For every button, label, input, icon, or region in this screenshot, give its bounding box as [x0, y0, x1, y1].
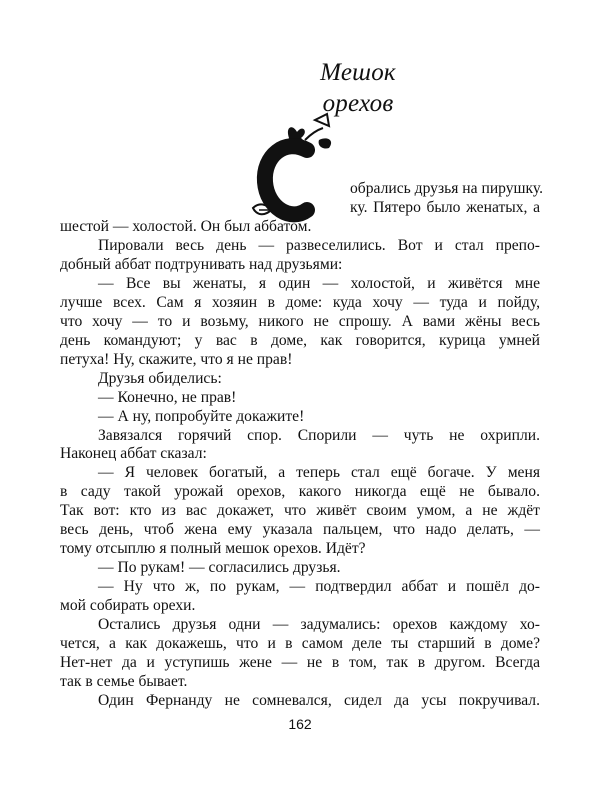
dropcap-leaf-top	[315, 114, 329, 126]
dropcap-illustration	[245, 110, 355, 225]
text-line-13: — А ну, попробуйте докажите!	[98, 408, 305, 425]
dropcap-leaf-right	[319, 138, 331, 148]
title-line-1: Мешок	[320, 59, 396, 86]
text-line-21: — По рукам! — согласились друзья.	[98, 559, 341, 576]
text-line-23: мой собирать орехи.	[60, 597, 196, 614]
text-line-22: — Ну что ж, по рукам, — подтвердил аббат и пошёл до-	[98, 578, 540, 595]
title-line-2: орехов	[322, 90, 394, 117]
text-line-18: Так вот: кто из вас докажет, что живёт своим умом, а не ждёт	[60, 502, 540, 519]
text-line-14: Завязался горячий спор. Спорили — чуть не охрипли.	[98, 427, 540, 444]
text-line-17: в саду такой урожай орехов, какого никогда ещё не бывало.	[60, 483, 540, 500]
page-number: 162	[288, 716, 312, 732]
text-line-27: так в семье бывает.	[60, 673, 188, 690]
dropcap-letter-shape	[265, 146, 307, 214]
text-line-24: Остались друзья одни — задумались: орехов каждому хо-	[98, 616, 540, 633]
text-line-1: обрались друзья на пирушку.	[350, 180, 544, 197]
text-line-4: Пировали весь день — развеселились. Вот и стал препо-	[98, 237, 540, 254]
text-line-3: шестой — холостой. Он был аббатом.	[60, 218, 312, 235]
text-line-25: чется, а как докажешь, что и в самом деле ты старший в доме?	[60, 635, 540, 652]
text-line-6: — Все вы женаты, я один — холостой, и живётся мне	[98, 275, 540, 292]
text-line-8: что хочу — то и возьму, никого не спрошу. А вами жёны весь	[60, 313, 540, 330]
text-line-2: ку. Пятеро было женатых, а	[350, 199, 540, 216]
text-line-11: Друзья обиделись:	[98, 370, 222, 387]
text-line-12: — Конечно, не прав!	[98, 389, 237, 406]
text-line-28: Один Фернанду не сомневался, сидел да усы покручивал.	[98, 692, 540, 709]
text-line-9: день командуют; у вас в доме, как говорится, курица умней	[60, 332, 540, 349]
text-line-7: лучше всех. Сам я хозяин в доме: куда хочу — туда и пойду,	[60, 294, 540, 311]
text-line-5: добный аббат подтрунивать над друзьями:	[60, 256, 343, 273]
dropcap-stem	[305, 128, 323, 140]
text-line-19: весь день, чтоб жена ему указала пальцем, что надо делать, —	[60, 521, 540, 538]
text-line-15: Наконец аббат сказал:	[60, 445, 207, 462]
text-line-20: тому отсыплю я полный мешок орехов. Идёт?	[60, 540, 366, 557]
text-line-26: Нет-нет да и уступишь жене — не в том, так в другом. Всегда	[60, 654, 540, 671]
text-line-16: — Я человек богатый, а теперь стал ещё богаче. У меня	[98, 464, 540, 481]
text-line-10: петуха! Ну, скажите, что я не прав!	[60, 351, 293, 368]
